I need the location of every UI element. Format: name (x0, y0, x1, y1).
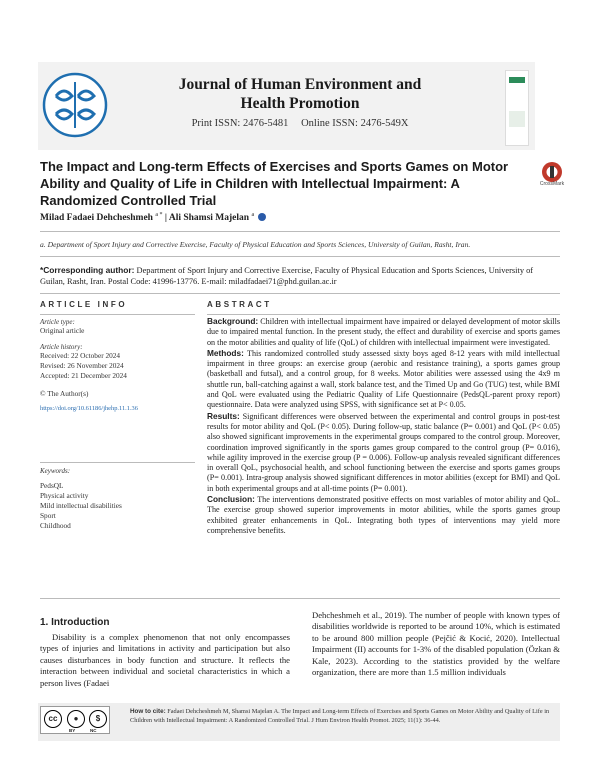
abstract-results-text: Significant differences were observed between the experimental and control groups in post-test results for motor ability and QoL (P< 0.05). During follow-up, static balance (P= 0.001) and QoL (P< 0.05) also showed significant improvements in the experimental groups compared to the control group. Moreover, coordination improved significantly in the sports games group compared to the control group (P= 0.016), while agility improved in the exercise group (P = 0.006). Follow-up analysis revealed significant differences in overall QoL, psychosocial health, and school functioning between the exercise and sports games groups (P= 0.001). Intra-group analysis showed significant differences in motor abilities (except for BMI) and QoL in both experimental groups and at all-time points (P= 0.001). (207, 411, 560, 493)
keywords-block (40, 467, 195, 531)
journal-title (150, 75, 450, 113)
how-to-cite (130, 707, 558, 725)
intro-left-column: Disability is a complex phenomenon that not only encompasses types of injuries and limitations in activity and participation but also causes disturbances in body function and structure. It reflects the interaction between individual and societal characteristics in which a person lives (Fadaei (40, 632, 290, 688)
keyword-item: Physical activity (40, 491, 89, 500)
keywords-label: Keywords: (40, 467, 71, 475)
accepted-date: Accepted: 21 December 2024 (40, 371, 127, 380)
cc-nc-icon: $ (89, 710, 107, 728)
cc-by-label: BY (69, 728, 76, 733)
online-issn: Online ISSN: 2476-549X (301, 118, 409, 129)
keyword-item: Mild intellectual disabilities (40, 501, 122, 510)
doi-link[interactable]: https://doi.org/10.61186/jhehp.11.1.36 (40, 405, 138, 412)
print-issn: Print ISSN: 2476-5481 (191, 118, 289, 129)
corresponding-author (40, 265, 560, 287)
divider (40, 293, 560, 294)
article-type-label: Article type: (40, 318, 75, 326)
copyright: © The Author(s) (40, 389, 89, 398)
abstract-results-label: Results: (207, 410, 240, 421)
abstract-methods-text: This randomized controlled study assessed sixty boys aged 8-12 years with mild intellectual impairment in three groups: an exercise group (aerobic and resistance training), a sports games group (basketball and futsal), and a control group, for 8 weeks. Motor abilities were assessed using the 4x9 m shuttle run, ball-catching against a wall, stork balance test, and the Timed Up and Go (TUG) test, while BMI and QoL were evaluated using the Pediatric Quality of Life Questionnaire (PedsQL-parent proxy report) questionnaire. Data were analyzed using SPSS, with significance set at P< 0.05. (207, 348, 560, 410)
introduction-heading: 1. Introduction (40, 617, 110, 628)
crossmark-label: CrossMark (539, 181, 565, 187)
intro-right-column: Dehcheshmeh et al., 2019). The number of people with known types of disabilities worldwide is reported to be around 10%, which is estimated to be around 800 million people (Pejčić & Kocić, 2020). Intellectual Impairment (II) accounts for 1-3% of the disabled population (Özkan & Kale, 2023). According to the statistics provided by the welfare organization, there are more than 1.5 million individuals (312, 610, 560, 678)
keyword-item: Childhood (40, 521, 71, 530)
abstract-heading: ABSTRACT (207, 300, 272, 309)
affiliation: a. Department of Sport Injury and Corrective Exercise, Faculty of Physical Education and Sports Sciences, University of Guilan, Rasht, Iran. (40, 240, 471, 249)
divider (40, 598, 560, 599)
corr-label: *Corresponding author: (40, 265, 135, 275)
abstract-body (207, 316, 560, 569)
divider (40, 314, 195, 315)
author-superscript: a (251, 212, 255, 218)
cite-text: Fadaei Dehcheshmeh M, Shamsi Majelan A. The Impact and Long-term Effects of Exercises and Sports Games on Motor Ability and Quality of Life in Children with Intellectual Impairment: A Randomized Controlled Trial. J Hum Environ Health Promot. 2025; 11(1): 36-44. (130, 708, 550, 724)
divider (40, 231, 560, 232)
author-name[interactable]: Milad Fadaei Dehcheshmeh (40, 213, 153, 224)
journal-title-line1: Journal of Human Environment and (178, 76, 422, 93)
abstract-background-label: Background: (207, 316, 259, 326)
author-separator: | (164, 213, 167, 224)
received-date: Received: 22 October 2024 (40, 351, 121, 360)
corr-text: Department of Sport Injury and Corrective Exercise, Faculty of Physical Education and Sports Sciences, University of Guilan, Rasht, Iran. Postal Code: 41996-13776. E-mail: miladfadaei71@phd.guilan.ac.ir (40, 266, 534, 286)
journal-title-line2: Health Promotion (240, 95, 360, 112)
keyword-item: Sport (40, 511, 56, 520)
cc-by-icon: ● (67, 710, 85, 728)
divider (40, 256, 560, 257)
cover-band (509, 77, 525, 83)
cc-nc-label: NC (90, 728, 97, 733)
abstract-conclusion-text: The interventions demonstrated positive effects on most variables of motor ability and QoL. The exercise group showed superior improvements in motor abilities, while the sports games group exhibited greater enhancements in QoL. Integrating both types of interventions may yield more comprehensive benefits. (207, 495, 560, 535)
issn-line (150, 118, 450, 129)
cover-band (509, 111, 525, 127)
journal-cover-thumbnail (505, 70, 529, 146)
orcid-icon[interactable] (258, 213, 266, 221)
article-info (40, 318, 195, 412)
cc-license-badge[interactable] (40, 706, 110, 734)
author-line (40, 212, 266, 223)
abstract-results (207, 411, 560, 494)
keyword-item: PedsQL (40, 481, 64, 490)
divider (40, 462, 195, 463)
cite-label: How to cite: (130, 708, 166, 715)
abstract-background-text: Children with intellectual impairment have impaired or delayed development of motor skills due to impaired mental function. In the present study, the effect and durability of exercise and sports games on the motor abilities and quality of life (QoL) of children with intellectual impairment were investigated. (207, 317, 560, 347)
journal-logo-icon (42, 72, 108, 138)
abstract-conclusion-label: Conclusion: (207, 494, 255, 505)
abstract-methods (207, 348, 560, 411)
abstract-methods-label: Methods: (207, 347, 244, 358)
article-type-value: Original article (40, 326, 85, 335)
history-label: Article history: (40, 343, 83, 351)
revised-date: Revised: 26 November 2024 (40, 361, 124, 370)
divider (207, 314, 560, 315)
author-superscript: a * (155, 212, 163, 218)
article-info-heading: ARTICLE INFO (40, 300, 128, 309)
abstract-conclusion (207, 494, 560, 536)
article-title: The Impact and Long-term Effects of Exercises and Sports Games on Motor Ability and Quality of Life in Children with Intellectual Impairment: A Randomized Controlled Trial (40, 159, 509, 208)
author-name[interactable]: Ali Shamsi Majelan (168, 213, 250, 224)
cc-icon: cc (44, 710, 62, 728)
abstract-background (207, 316, 560, 348)
